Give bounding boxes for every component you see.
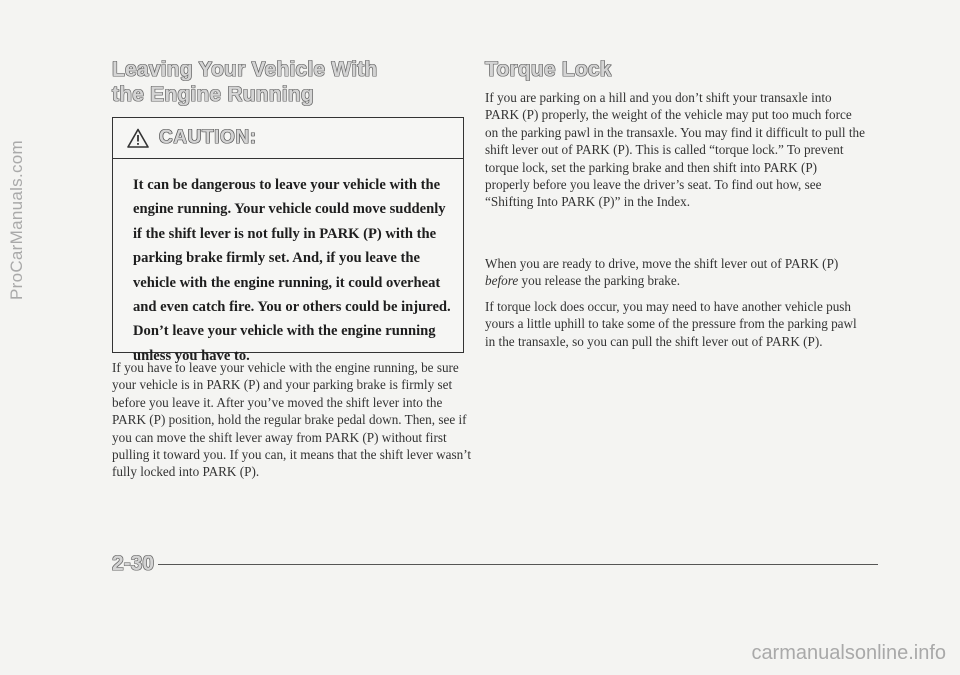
torque-lock-paragraph-2 (485, 255, 865, 290)
bottom-watermark: carmanualsonline.info (751, 642, 946, 664)
warning-triangle-icon (127, 128, 149, 148)
leaving-vehicle-paragraph: If you have to leave your vehicle with the engine running, be sure your vehicle is in PARK (P) and your parking brake is firmly set before you leave it. After you’ve moved the shift lever into the PARK (P) position, hold the regular brake pedal down. Then, see if you can move the shift lever away from PARK (P) without first pulling it toward you. If you can, it means that the shift lever wasn’t fully locked into PARK (P). (112, 360, 472, 480)
torque-lock-paragraph-2-start: When you are ready to drive, move the shift lever out of PARK (P) (485, 256, 839, 271)
footer-divider (158, 564, 878, 565)
section-heading-torque-lock: Torque Lock (485, 58, 612, 81)
caution-title: CAUTION: (159, 127, 257, 148)
torque-lock-emphasis: before (485, 273, 519, 289)
caution-header (113, 118, 463, 159)
side-watermark (2, 0, 32, 440)
torque-lock-paragraph-3: If torque lock does occur, you may need to have another vehicle push yours a little uphill to take some of the pressure from the parking pawl in the transaxle, so you can pull the shift lever out of PARK (P). (485, 299, 857, 349)
caution-text: It can be dangerous to leave your vehicle with the engine running. Your vehicle could move suddenly if the shift lever is not fully in PARK (P) with the parking brake firmly set. And, if you leave the vehicle with the engine running, it could overheat and even catch fire. You or others could be injured. Don’t leave your vehicle with the engine running unless you have to. (133, 177, 451, 364)
page-number: 2-30 (112, 552, 155, 575)
torque-lock-paragraph-1: If you are parking on a hill and you don’t shift your transaxle into PARK (P) properly, the weight of the vehicle may put too much force on the parking pawl in the transaxle. You may find it difficult to pull the shift lever out of PARK (P). This is called “torque lock.” To prevent torque lock, set the parking brake and then shift into PARK (P) properly before you leave the driver’s seat. To find out how, see “Shifting Into PARK (P)” in the Index. (485, 90, 865, 210)
side-watermark-text: ProCarManuals.com (7, 139, 27, 301)
caution-box (112, 117, 464, 364)
torque-lock-paragraph-2-end: you release the parking brake. (518, 273, 681, 289)
section-heading-leaving-vehicle: Leaving Your Vehicle With the Engine Running (112, 58, 378, 106)
